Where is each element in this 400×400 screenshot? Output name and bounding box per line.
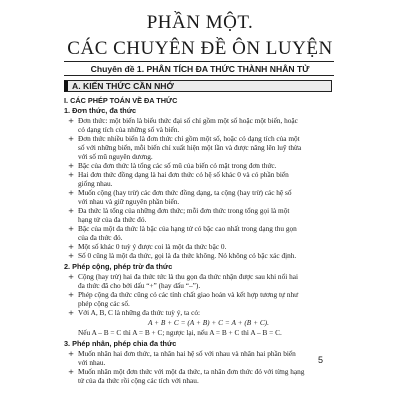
bullet-marker: + <box>68 367 75 376</box>
bullet-marker: + <box>68 308 75 317</box>
text-line: Số 0 cũng là một đa thức, gọi là đa thức không. Nó không có bậc xác định. <box>78 251 297 260</box>
bullet-marker: + <box>68 206 75 215</box>
text-line: phép cộng các số. <box>78 299 130 308</box>
bullet-marker: + <box>68 251 75 260</box>
divider-bottom <box>64 75 334 76</box>
bullet-marker: + <box>68 272 75 281</box>
text-line: đa thức đã cho bởi dấu “+” (hay dấu “–”). <box>78 281 201 290</box>
divider-top <box>64 61 334 62</box>
bullet-marker: + <box>68 170 75 179</box>
text-line: Nếu A – B = C thì A = B + C; ngược lại, nếu A = B + C thì A – B = C. <box>78 328 282 337</box>
bullet-marker: + <box>68 290 75 299</box>
text-line: với nhau và giữ nguyên phần biến. <box>78 197 180 206</box>
text-line: Muốn nhân hai đơn thức, ta nhân hai hệ số với nhau và nhân hai phần biến <box>78 349 296 358</box>
bullet-marker: + <box>68 161 75 170</box>
text-line: Muốn cộng (hay trừ) các đơn thức đồng dạng, ta cộng (hay trừ) các hệ số <box>78 188 292 197</box>
text-line: có dạng tích của những số và biến. <box>78 125 180 134</box>
text-line: Phép cộng đa thức cũng có các tính chất giao hoán và kết hợp tương tự như <box>78 290 299 299</box>
subsection-1-title: I. CÁC PHÉP TOÁN VỀ ĐA THỨC <box>64 96 178 105</box>
text-line: của đa thức đó. <box>78 233 123 242</box>
subsection-1-1-title: 1. Đơn thức, đa thức <box>64 106 137 115</box>
bullet-marker: + <box>68 134 75 143</box>
text-line: tử của đa thức rồi cộng các tích với nhau. <box>78 376 199 385</box>
page-title: CÁC CHUYÊN ĐỀ ÔN LUYỆN <box>67 38 333 59</box>
part-heading: PHẦN MỘT. <box>146 12 254 33</box>
text-line: Với A, B, C là những đa thức tuỳ ý, ta có: <box>78 308 201 317</box>
text-line: Bậc của một đa thức là bậc của hạng tử có bậc cao nhất trong dạng thu gọn <box>78 224 297 233</box>
bullet-marker: + <box>68 188 75 197</box>
text-line: Bậc của đơn thức là tổng các số mũ của biến có mặt trong đơn thức. <box>78 161 277 170</box>
text-line: giống nhau. <box>78 179 113 188</box>
text-line: Đơn thức: một biến là biểu thức đại số chỉ gồm một số hoặc một biến, hoặc <box>78 116 298 125</box>
section-a-title: A. KIẾN THỨC CẦN NHỚ <box>72 81 174 91</box>
text-line: Một số khác 0 tuỳ ý được coi là một đa thức bậc 0. <box>78 242 227 251</box>
subsection-1-2-title: 2. Phép cộng, phép trừ đa thức <box>64 262 173 271</box>
bullet-marker: + <box>68 116 75 125</box>
page-number: 5 <box>318 355 324 365</box>
text-line: Muốn nhân một đơn thức với một đa thức, ta nhân đơn thức đó với từng hạng <box>78 367 305 376</box>
bullet-marker: + <box>68 224 75 233</box>
text-line: Đa thức là tổng của những đơn thức; mỗi đơn thức trong tổng gọi là một <box>78 206 290 215</box>
subsection-1-3-title: 3. Phép nhân, phép chia đa thức <box>64 339 177 348</box>
text-line: hạng tử của đa thức đó. <box>78 215 147 224</box>
text-line: Hai đơn thức đồng dạng là hai đơn thức có hệ số khác 0 và có phần biến <box>78 170 289 179</box>
text-line: số với những biến, mỗi biến chỉ xuất hiện một lần và được nâng lên luỹ thừa <box>78 143 302 152</box>
text-line: với số mũ nguyên dương. <box>78 152 153 161</box>
text-line: Cộng (hay trừ) hai đa thức tức là thu gọn đa thức nhận được sau khi nối hai <box>78 272 298 281</box>
formula-line: A + B + C = (A + B) + C = A + (B + C). <box>148 318 269 327</box>
bullet-marker: + <box>68 349 75 358</box>
text-line: Đơn thức nhiều biến là đơn thức chỉ gồm một số, hoặc có dạng tích của một <box>78 134 300 143</box>
text-line: với nhau. <box>78 358 106 367</box>
topic-heading: Chuyên đề 1. PHÂN TÍCH ĐA THỨC THÀNH NHÂN TỬ <box>90 64 310 74</box>
section-a-bar <box>64 80 332 92</box>
bullet-marker: + <box>68 242 75 251</box>
